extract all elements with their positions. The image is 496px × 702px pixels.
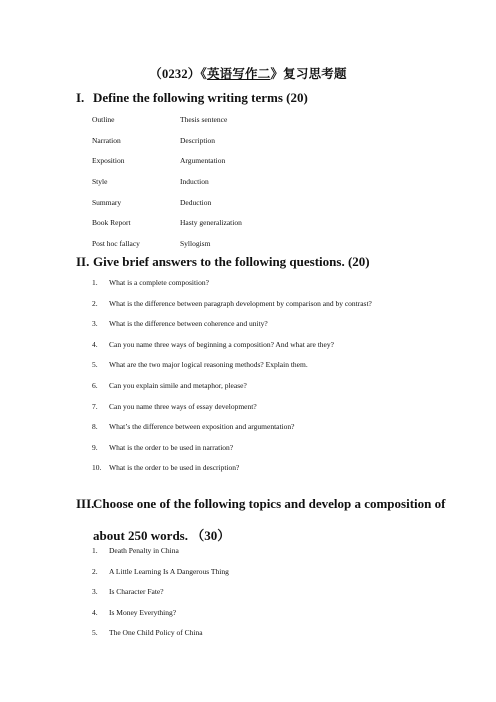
course-name: 英语写作二	[206, 67, 271, 81]
list-item: 2. What is the difference between paragraph development by comparison and by contrast?	[92, 298, 372, 308]
list-item: 7. Can you name three ways of essay development?	[92, 401, 257, 411]
title-suffix: 复习思考题	[283, 67, 347, 81]
section-2-heading: II. Give brief answers to the following questions. (20)	[76, 254, 370, 269]
page-title: （0232）《英语写作二》复习思考题	[149, 67, 347, 81]
section-1-heading: I. Define the following writing terms (20)	[76, 90, 308, 105]
section-3-heading: III.Choose one of the following topics and develop a composition of about 250 words. （30）	[76, 496, 446, 543]
list-item: 4. Can you name three ways of beginning a composition? And what are they?	[92, 339, 334, 349]
list-item: 6. Can you explain simile and metaphor, please?	[92, 380, 247, 390]
terms-table	[92, 110, 412, 255]
list-item: 3. Is Character Fate?	[92, 587, 164, 597]
list-item: 4. Is Money Everything?	[92, 607, 177, 617]
list-item: 9. What is the order to be used in narration?	[92, 442, 234, 452]
questions-list	[92, 273, 452, 479]
term-row: Exposition Argumentation	[92, 156, 226, 166]
list-item: 1. What is a complete composition?	[92, 278, 209, 287]
list-item: 8. What’s the difference between exposition and argumentation?	[92, 422, 295, 432]
course-code: （0232）	[149, 67, 201, 81]
list-item: 10. What is the order to be used in description?	[92, 463, 240, 473]
term-row: Post hoc fallacy Syllogism	[92, 239, 211, 249]
list-item: 5. The One Child Policy of China	[92, 628, 203, 638]
list-item: 5. What are the two major logical reasoning methods? Explain them.	[92, 360, 308, 370]
term-row: Book Report Hasty generalization	[92, 218, 242, 228]
term-row: Summary Deduction	[92, 197, 212, 207]
list-item: 2. A Little Learning Is A Dangerous Thing	[92, 566, 229, 576]
term-row: Style Induction	[92, 177, 209, 187]
list-item: 3. What is the difference between coherence and unity?	[92, 319, 268, 329]
topics-list	[92, 541, 452, 644]
term-row: Outline Thesis sentence	[92, 115, 228, 124]
term-row: Narration Description	[92, 135, 215, 145]
list-item: 1. Death Penalty in China	[92, 546, 179, 555]
